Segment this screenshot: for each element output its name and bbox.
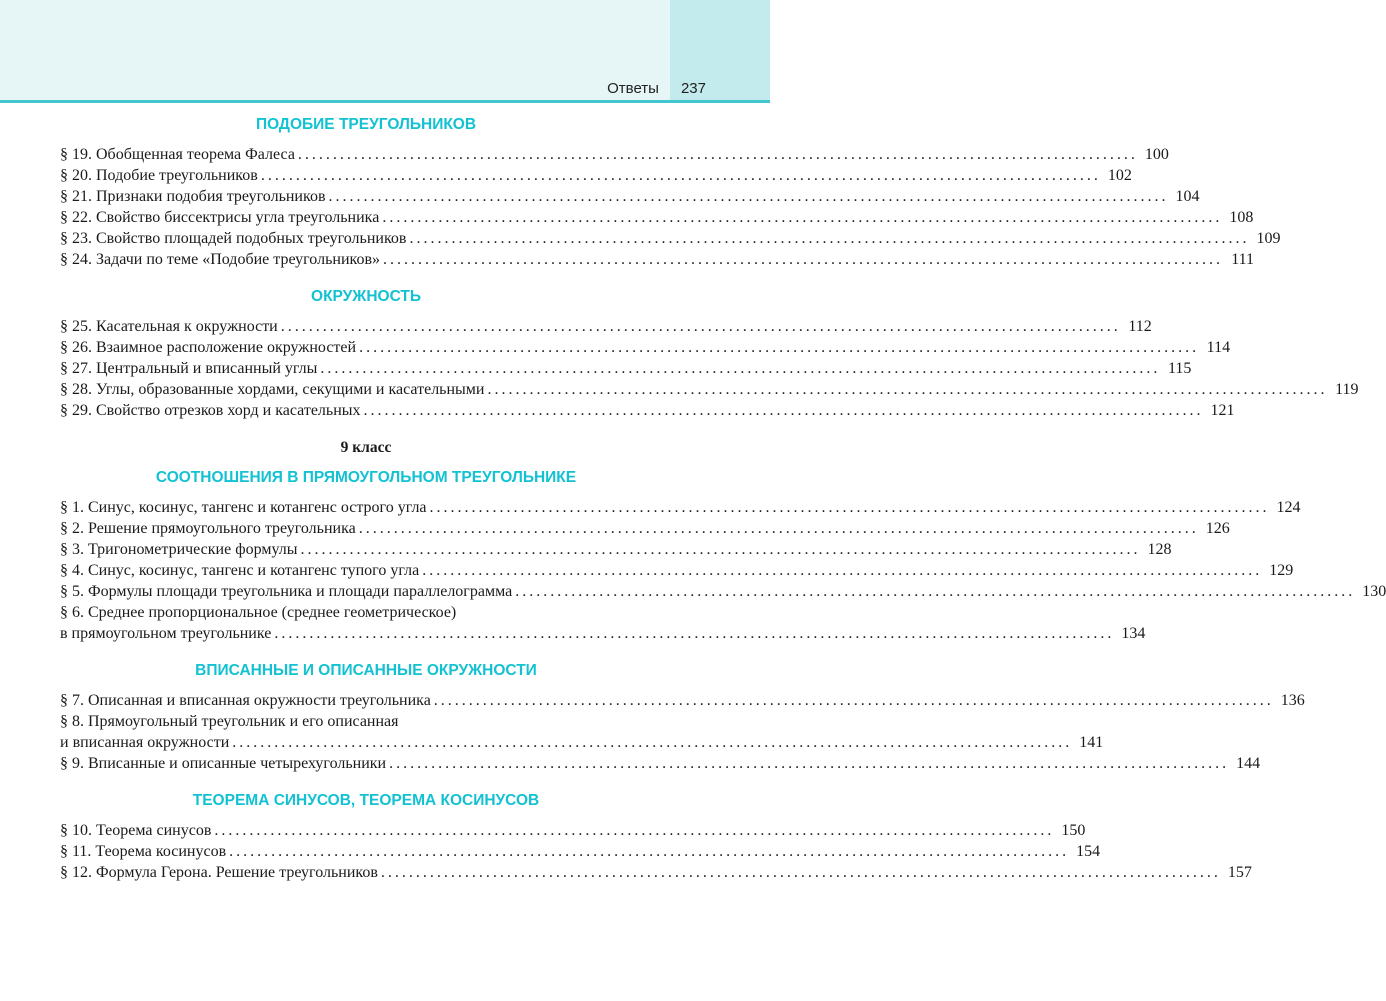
toc-entry [60,358,1192,379]
dot-leader: ........................................................................................................................ [260,167,1101,184]
toc-entry-title: § 7. Описанная и вписанная окружности треугольника [60,692,431,709]
dot-leader: ........................................................................................................................ [328,188,1169,205]
dot-leader: ........................................................................................................................ [232,734,1073,751]
section-title-theorems: ТЕОРЕМА СИНУСОВ, ТЕОРЕМА КОСИНУСОВ [192,792,540,809]
dot-leader: ........................................................................................................................ [389,755,1230,772]
header-rule [0,100,770,103]
toc-entry [60,623,1146,644]
toc-entry-title: § 11. Теорема косинусов [60,843,227,860]
running-head [607,80,706,97]
toc-entry [60,539,1172,560]
toc-entry [60,732,1104,753]
toc-entry [60,207,1254,228]
toc-entry-title: § 26. Взаимное расположение окружностей [60,339,357,356]
toc-entry-page: 128 [1147,541,1172,558]
dot-leader: ........................................................................................................................ [429,499,1270,516]
dot-leader: ........................................................................................................................ [409,230,1250,247]
toc-entry [60,841,1101,862]
toc-entry-page: 154 [1076,843,1101,860]
toc-entry-page: 144 [1236,755,1261,772]
toc-entry-title: § 22. Свойство биссектрисы угла треугольника [60,209,380,226]
toc-entry [60,186,1200,207]
toc-entry-title: § 20. Подобие треугольников [60,167,258,184]
toc-entry-title: § 27. Центральный и вписанный углы [60,360,318,377]
toc-entry [60,753,1261,774]
toc-entry [60,690,1305,711]
toc-list-circle [60,316,1359,421]
dot-leader: ........................................................................................................................ [274,625,1115,642]
dot-leader: ........................................................................................................................ [515,583,1356,600]
toc-entry-page: 126 [1205,520,1230,537]
section-title-inscribed: ВПИСАННЫЕ И ОПИСАННЫЕ ОКРУЖНОСТИ [195,662,537,679]
toc-entry-title: § 25. Касательная к окружности [60,318,278,335]
toc-entry-page: 102 [1107,167,1132,184]
toc-entry-title: § 6. Среднее пропорциональное (среднее геометрическое) [60,604,457,621]
toc-entry-page: 109 [1256,230,1281,247]
toc-entry-page: 134 [1121,625,1146,642]
toc-entry-title: § 1. Синус, косинус, тангенс и котангенс острого угла [60,499,427,516]
toc-entry-title: § 5. Формулы площади треугольника и площади параллелограмма [60,583,513,600]
toc-entry-title: § 21. Признаки подобия треугольников [60,188,326,205]
toc-entry-page: 100 [1144,146,1169,163]
toc-list-similarity [60,144,1281,270]
dot-leader: ........................................................................................................................ [320,360,1161,377]
toc-entry-page: 111 [1231,251,1255,268]
toc-entry-page: 129 [1269,562,1294,579]
dot-leader: ........................................................................................................................ [433,692,1274,709]
toc-entry [60,165,1132,186]
toc-entry-title: § 3. Тригонометрические формулы [60,541,298,558]
toc-entry-page: 104 [1175,188,1200,205]
dot-leader: ........................................................................................................................ [359,339,1200,356]
toc-entry-title: § 10. Теорема синусов [60,822,212,839]
toc-entry-page: 108 [1229,209,1254,226]
toc-entry-page: 157 [1227,864,1252,881]
toc-entry [60,228,1281,249]
dot-leader: ........................................................................................................................ [487,381,1328,398]
toc-entry-title: § 19. Обобщенная теорема Фалеса [60,146,295,163]
dot-leader: ........................................................................................................................ [363,402,1204,419]
toc-entry [60,560,1294,581]
table-of-contents [60,110,1386,883]
toc-entry [60,400,1235,421]
toc-entry-title: § 2. Решение прямоугольного треугольника [60,520,356,537]
toc-entry-title: § 24. Задачи по теме «Подобие треугольников» [60,251,381,268]
toc-entry-continuation: в прямоугольном треугольнике [60,625,272,642]
toc-entry-continuation: и вписанная окружности [60,734,230,751]
toc-list-theorems [60,820,1252,883]
dot-leader: ........................................................................................................................ [300,541,1141,558]
toc-entry-page: 141 [1079,734,1104,751]
dot-leader: ........................................................................................................................ [383,251,1224,268]
toc-entry [60,337,1231,358]
page-number: 237 [680,80,706,97]
toc-entry-page: 114 [1206,339,1231,356]
section-title-circle: ОКРУЖНОСТЬ [311,288,421,305]
toc-entry-page: 130 [1362,583,1386,600]
toc-entry-title: § 9. Вписанные и описанные четырехугольники [60,755,387,772]
dot-leader: ........................................................................................................................ [297,146,1138,163]
toc-entry-page: 124 [1276,499,1301,516]
dot-leader: ........................................................................................................................ [380,864,1221,881]
dot-leader: ........................................................................................................................ [280,318,1121,335]
toc-entry-title: § 8. Прямоугольный треугольник и его описанная [60,713,399,730]
running-head-label: Ответы [607,80,659,97]
toc-entry [60,581,1386,602]
toc-entry-page: 119 [1335,381,1359,398]
toc-entry [60,144,1169,165]
dot-leader: ........................................................................................................................ [382,209,1223,226]
toc-entry-title: § 23. Свойство площадей подобных треугольников [60,230,407,247]
dot-leader: ........................................................................................................................ [229,843,1070,860]
toc-entry [60,379,1359,400]
toc-entry [60,820,1086,841]
toc-entry [60,316,1152,337]
toc-list-inscribed [60,690,1305,774]
dot-leader: ........................................................................................................................ [422,562,1263,579]
toc-entry [60,497,1301,518]
section-title-similarity: ПОДОБИЕ ТРЕУГОЛЬНИКОВ [255,116,477,133]
toc-list-right-triangle [60,497,1386,644]
toc-entry [60,518,1230,539]
section-title-right-triangle: СООТНОШЕНИЯ В ПРЯМОУГОЛЬНОМ ТРЕУГОЛЬНИКЕ [155,469,577,486]
grade-heading: 9 класс [340,439,392,456]
toc-entry-page: 136 [1280,692,1305,709]
dot-leader: ........................................................................................................................ [358,520,1199,537]
toc-entry-page: 121 [1210,402,1235,419]
dot-leader: ........................................................................................................................ [214,822,1055,839]
toc-entry [60,862,1252,883]
toc-entry-title: § 4. Синус, косинус, тангенс и котангенс тупого угла [60,562,420,579]
toc-entry-page: 150 [1061,822,1086,839]
toc-entry-page: 115 [1167,360,1192,377]
toc-entry-title: § 12. Формула Герона. Решение треугольников [60,864,378,881]
toc-entry-title: § 28. Углы, образованные хордами, секущими и касательными [60,381,485,398]
toc-entry-title: § 29. Свойство отрезков хорд и касательных [60,402,361,419]
toc-entry-page: 112 [1128,318,1152,335]
toc-entry [60,249,1255,270]
